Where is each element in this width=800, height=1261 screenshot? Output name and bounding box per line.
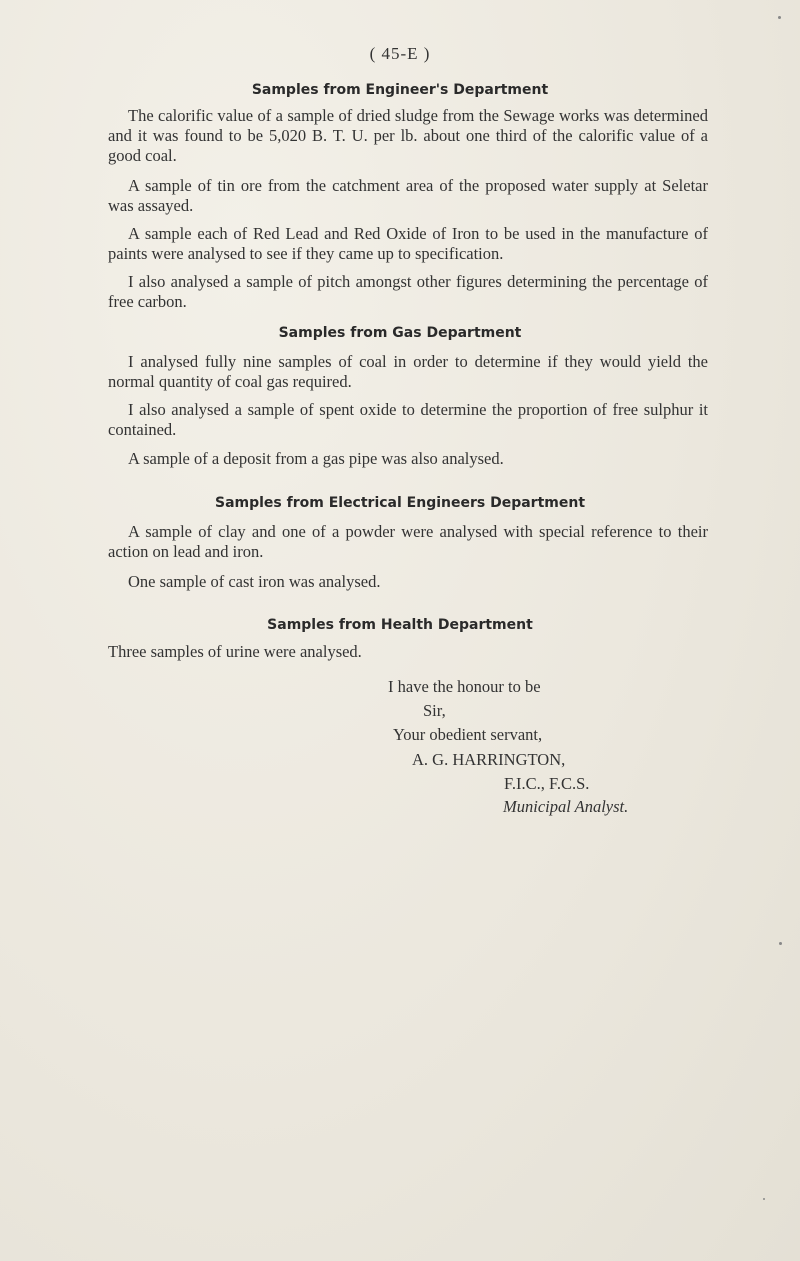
paragraph: A sample each of Red Lead and Red Oxide of Iron to be used in the manufacture of paints were analysed to see if they came up to specification. — [108, 224, 708, 263]
signatory-name: A. G. HARRINGTON, — [412, 750, 566, 769]
paper-speck — [778, 16, 781, 19]
closing-line: I have the honour to be — [388, 677, 541, 696]
paragraph: One sample of cast iron was analysed. — [128, 572, 381, 591]
salutation: Sir, — [423, 701, 446, 720]
section-heading-electrical: Samples from Electrical Engineers Department — [214, 495, 586, 511]
paragraph: I also analysed a sample of pitch amongst other figures determining the percentage of free carbon. — [108, 272, 708, 311]
paper-speck — [763, 1198, 765, 1200]
section-heading-engineers: Samples from Engineer's Department — [251, 82, 549, 98]
paragraph: A sample of clay and one of a powder were analysed with special reference to their action on lead and iron. — [108, 522, 708, 561]
closing-servant: Your obedient servant, — [393, 725, 543, 744]
paragraph: I analysed fully nine samples of coal in order to determine if they would yield the normal quantity of coal gas required. — [108, 352, 708, 391]
page-number: ( 45-E ) — [369, 44, 431, 63]
section-heading-gas: Samples from Gas Department — [278, 325, 522, 341]
paragraph: A sample of tin ore from the catchment area of the proposed water supply at Seletar was assayed. — [108, 176, 708, 215]
paper-speck — [779, 942, 782, 945]
paragraph: Three samples of urine were analysed. — [108, 642, 362, 661]
paragraph: The calorific value of a sample of dried sludge from the Sewage works was determined and it was found to be 5,020 B. T. U. per lb. about one third of the calorific value of a good coal. — [108, 106, 708, 165]
signatory-qualifications: F.I.C., F.C.S. — [504, 774, 590, 793]
paragraph: A sample of a deposit from a gas pipe was also analysed. — [128, 449, 504, 468]
section-heading-health: Samples from Health Department — [267, 617, 533, 633]
paragraph: I also analysed a sample of spent oxide to determine the proportion of free sulphur it contained. — [108, 400, 708, 439]
signatory-title: Municipal Analyst. — [503, 797, 629, 816]
